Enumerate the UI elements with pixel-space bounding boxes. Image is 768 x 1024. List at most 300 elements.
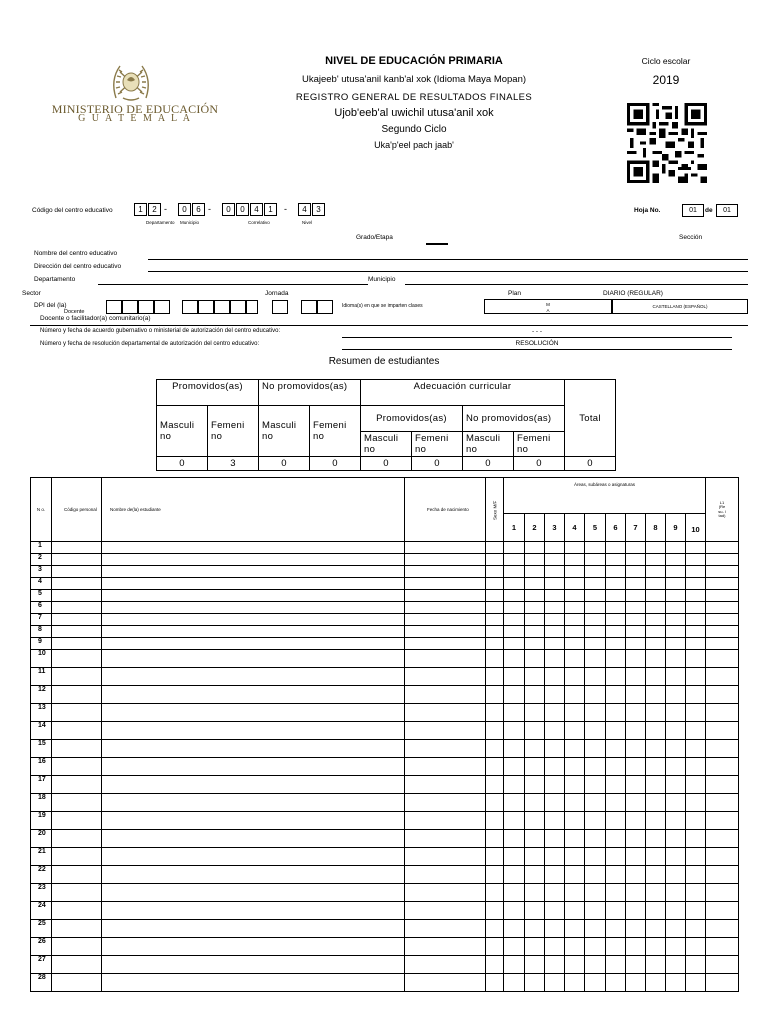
- grid-cell[interactable]: [486, 668, 504, 686]
- grid-cell[interactable]: [626, 686, 646, 704]
- grid-cell[interactable]: [646, 686, 666, 704]
- grid-cell[interactable]: [545, 578, 565, 590]
- dpi-box[interactable]: [122, 300, 138, 314]
- grid-cell[interactable]: [486, 626, 504, 638]
- grid-cell[interactable]: [646, 848, 666, 866]
- grid-cell[interactable]: [102, 602, 405, 614]
- grid-cell[interactable]: [706, 938, 739, 956]
- grid-cell[interactable]: [52, 650, 102, 668]
- grid-cell[interactable]: [646, 578, 666, 590]
- grid-cell[interactable]: [686, 614, 706, 626]
- grid-cell[interactable]: [405, 566, 486, 578]
- grid-cell[interactable]: [606, 830, 626, 848]
- grid-cell[interactable]: [626, 830, 646, 848]
- grid-cell[interactable]: [405, 794, 486, 812]
- grid-cell[interactable]: [606, 578, 626, 590]
- grid-cell[interactable]: [565, 938, 585, 956]
- grid-cell[interactable]: [666, 542, 686, 554]
- grid-cell[interactable]: [585, 866, 606, 884]
- grid-cell[interactable]: [606, 848, 626, 866]
- grid-cell[interactable]: [666, 638, 686, 650]
- grid-cell[interactable]: [706, 758, 739, 776]
- grid-cell[interactable]: [405, 668, 486, 686]
- grid-cell[interactable]: [102, 638, 405, 650]
- grid-cell[interactable]: [565, 578, 585, 590]
- grid-cell[interactable]: [525, 776, 545, 794]
- grid-cell[interactable]: [626, 884, 646, 902]
- grid-cell[interactable]: [585, 650, 606, 668]
- grid-cell[interactable]: [405, 866, 486, 884]
- grid-cell[interactable]: [102, 650, 405, 668]
- grid-cell[interactable]: [565, 902, 585, 920]
- grid-cell[interactable]: [686, 578, 706, 590]
- grid-cell[interactable]: [102, 920, 405, 938]
- grid-cell[interactable]: [646, 866, 666, 884]
- grid-cell[interactable]: [525, 974, 545, 992]
- grid-cell[interactable]: [525, 602, 545, 614]
- grid-cell[interactable]: [606, 740, 626, 758]
- dpi-box[interactable]: [272, 300, 288, 314]
- grid-cell[interactable]: [585, 554, 606, 566]
- grid-cell[interactable]: [646, 626, 666, 638]
- grid-cell[interactable]: [102, 704, 405, 722]
- grid-cell[interactable]: [666, 740, 686, 758]
- grid-cell[interactable]: [565, 812, 585, 830]
- grid-cell[interactable]: [565, 974, 585, 992]
- grid-cell[interactable]: [646, 920, 666, 938]
- grid-cell[interactable]: [706, 668, 739, 686]
- grid-cell[interactable]: [606, 614, 626, 626]
- grid-cell[interactable]: [565, 704, 585, 722]
- grid-cell[interactable]: [666, 902, 686, 920]
- grid-cell[interactable]: [686, 704, 706, 722]
- grid-cell[interactable]: [102, 554, 405, 566]
- grid-cell[interactable]: [565, 614, 585, 626]
- grid-cell[interactable]: [666, 776, 686, 794]
- grid-cell[interactable]: [606, 938, 626, 956]
- grid-cell[interactable]: [525, 590, 545, 602]
- grid-cell[interactable]: [706, 974, 739, 992]
- dpi-box[interactable]: [230, 300, 246, 314]
- grid-cell[interactable]: [504, 866, 525, 884]
- grid-cell[interactable]: [706, 722, 739, 740]
- grid-cell[interactable]: [486, 554, 504, 566]
- grid-cell[interactable]: [565, 722, 585, 740]
- grid-cell[interactable]: [405, 650, 486, 668]
- grid-cell[interactable]: [585, 686, 606, 704]
- grid-cell[interactable]: [525, 920, 545, 938]
- grid-cell[interactable]: [626, 704, 646, 722]
- grid-cell[interactable]: [646, 776, 666, 794]
- grid-cell[interactable]: [504, 704, 525, 722]
- grid-cell[interactable]: [706, 554, 739, 566]
- grid-cell[interactable]: [102, 740, 405, 758]
- grid-cell[interactable]: [545, 554, 565, 566]
- grid-cell[interactable]: [686, 542, 706, 554]
- grid-cell[interactable]: [525, 542, 545, 554]
- grid-cell[interactable]: [686, 650, 706, 668]
- grid-cell[interactable]: [486, 920, 504, 938]
- grid-cell[interactable]: [486, 542, 504, 554]
- grid-cell[interactable]: [626, 590, 646, 602]
- grid-cell[interactable]: [504, 650, 525, 668]
- grid-cell[interactable]: [504, 794, 525, 812]
- grid-cell[interactable]: [686, 866, 706, 884]
- grid-cell[interactable]: [52, 638, 102, 650]
- grid-cell[interactable]: [52, 668, 102, 686]
- grid-cell[interactable]: [646, 602, 666, 614]
- dpi-box[interactable]: [106, 300, 122, 314]
- grid-cell[interactable]: [565, 776, 585, 794]
- grid-cell[interactable]: [102, 668, 405, 686]
- grid-cell[interactable]: [504, 812, 525, 830]
- grid-cell[interactable]: [585, 884, 606, 902]
- grid-cell[interactable]: [686, 686, 706, 704]
- grid-cell[interactable]: [626, 578, 646, 590]
- grid-cell[interactable]: [52, 902, 102, 920]
- grid-cell[interactable]: [504, 638, 525, 650]
- grid-cell[interactable]: [706, 776, 739, 794]
- grid-cell[interactable]: [504, 542, 525, 554]
- grid-cell[interactable]: [525, 626, 545, 638]
- grid-cell[interactable]: [585, 938, 606, 956]
- grid-cell[interactable]: [626, 920, 646, 938]
- grid-cell[interactable]: [486, 938, 504, 956]
- grid-cell[interactable]: [646, 590, 666, 602]
- grid-cell[interactable]: [102, 722, 405, 740]
- grid-cell[interactable]: [686, 848, 706, 866]
- grid-cell[interactable]: [565, 830, 585, 848]
- grid-cell[interactable]: [525, 638, 545, 650]
- grid-cell[interactable]: [545, 626, 565, 638]
- grid-cell[interactable]: [666, 686, 686, 704]
- grid-cell[interactable]: [606, 722, 626, 740]
- grid-cell[interactable]: [405, 758, 486, 776]
- grid-cell[interactable]: [626, 626, 646, 638]
- grid-cell[interactable]: [646, 938, 666, 956]
- grid-cell[interactable]: [52, 590, 102, 602]
- grid-cell[interactable]: [486, 740, 504, 758]
- grid-cell[interactable]: [545, 794, 565, 812]
- grid-cell[interactable]: [525, 848, 545, 866]
- grid-cell[interactable]: [102, 758, 405, 776]
- grid-cell[interactable]: [646, 566, 666, 578]
- grid-cell[interactable]: [585, 776, 606, 794]
- grid-cell[interactable]: [565, 794, 585, 812]
- grid-cell[interactable]: [52, 686, 102, 704]
- grid-cell[interactable]: [52, 974, 102, 992]
- grid-cell[interactable]: [486, 884, 504, 902]
- grid-cell[interactable]: [504, 626, 525, 638]
- grid-cell[interactable]: [405, 626, 486, 638]
- grid-cell[interactable]: [706, 902, 739, 920]
- grid-cell[interactable]: [525, 902, 545, 920]
- grid-cell[interactable]: [686, 794, 706, 812]
- grid-cell[interactable]: [102, 848, 405, 866]
- grid-cell[interactable]: [52, 758, 102, 776]
- grid-cell[interactable]: [585, 740, 606, 758]
- grid-cell[interactable]: [405, 602, 486, 614]
- grid-cell[interactable]: [405, 638, 486, 650]
- grid-cell[interactable]: [626, 902, 646, 920]
- grid-cell[interactable]: [102, 590, 405, 602]
- grid-cell[interactable]: [565, 956, 585, 974]
- grid-cell[interactable]: [565, 866, 585, 884]
- grid-cell[interactable]: [686, 554, 706, 566]
- grid-cell[interactable]: [585, 542, 606, 554]
- grid-cell[interactable]: [525, 938, 545, 956]
- grid-cell[interactable]: [686, 626, 706, 638]
- grid-cell[interactable]: [565, 554, 585, 566]
- grid-cell[interactable]: [504, 956, 525, 974]
- grid-cell[interactable]: [52, 830, 102, 848]
- grid-cell[interactable]: [646, 794, 666, 812]
- grid-cell[interactable]: [405, 956, 486, 974]
- grid-cell[interactable]: [666, 566, 686, 578]
- grid-cell[interactable]: [626, 602, 646, 614]
- grid-cell[interactable]: [565, 686, 585, 704]
- grid-cell[interactable]: [52, 602, 102, 614]
- grid-cell[interactable]: [102, 902, 405, 920]
- grid-cell[interactable]: [486, 974, 504, 992]
- grid-cell[interactable]: [486, 566, 504, 578]
- grid-cell[interactable]: [405, 722, 486, 740]
- grid-cell[interactable]: [706, 740, 739, 758]
- grid-cell[interactable]: [545, 830, 565, 848]
- grid-cell[interactable]: [585, 974, 606, 992]
- grid-cell[interactable]: [525, 956, 545, 974]
- grid-cell[interactable]: [606, 686, 626, 704]
- grid-cell[interactable]: [405, 740, 486, 758]
- grid-cell[interactable]: [525, 812, 545, 830]
- grid-cell[interactable]: [646, 884, 666, 902]
- grid-cell[interactable]: [585, 956, 606, 974]
- grid-cell[interactable]: [405, 848, 486, 866]
- dpi-box[interactable]: [198, 300, 214, 314]
- grid-cell[interactable]: [405, 938, 486, 956]
- grid-cell[interactable]: [666, 848, 686, 866]
- grid-cell[interactable]: [504, 938, 525, 956]
- grid-cell[interactable]: [686, 830, 706, 848]
- grid-cell[interactable]: [585, 920, 606, 938]
- grid-cell[interactable]: [545, 776, 565, 794]
- grid-cell[interactable]: [525, 614, 545, 626]
- grid-cell[interactable]: [626, 794, 646, 812]
- grid-cell[interactable]: [545, 590, 565, 602]
- grid-cell[interactable]: [52, 938, 102, 956]
- grid-cell[interactable]: [585, 722, 606, 740]
- grid-cell[interactable]: [666, 650, 686, 668]
- grid-cell[interactable]: [545, 704, 565, 722]
- grid-cell[interactable]: [52, 626, 102, 638]
- grid-cell[interactable]: [585, 602, 606, 614]
- grid-cell[interactable]: [686, 974, 706, 992]
- grid-cell[interactable]: [525, 722, 545, 740]
- grid-cell[interactable]: [52, 722, 102, 740]
- grid-cell[interactable]: [646, 830, 666, 848]
- grid-cell[interactable]: [565, 602, 585, 614]
- grid-cell[interactable]: [504, 566, 525, 578]
- grid-cell[interactable]: [666, 956, 686, 974]
- grid-cell[interactable]: [504, 554, 525, 566]
- grid-cell[interactable]: [545, 884, 565, 902]
- grid-cell[interactable]: [486, 848, 504, 866]
- grid-cell[interactable]: [102, 626, 405, 638]
- grid-cell[interactable]: [706, 638, 739, 650]
- grid-cell[interactable]: [585, 638, 606, 650]
- grid-cell[interactable]: [52, 614, 102, 626]
- grid-cell[interactable]: [706, 812, 739, 830]
- grid-cell[interactable]: [626, 566, 646, 578]
- grid-cell[interactable]: [666, 614, 686, 626]
- grid-cell[interactable]: [646, 758, 666, 776]
- grid-cell[interactable]: [606, 602, 626, 614]
- grid-cell[interactable]: [486, 686, 504, 704]
- grid-cell[interactable]: [545, 956, 565, 974]
- grid-cell[interactable]: [626, 614, 646, 626]
- grid-cell[interactable]: [52, 812, 102, 830]
- grid-cell[interactable]: [405, 776, 486, 794]
- grid-cell[interactable]: [405, 686, 486, 704]
- grid-cell[interactable]: [52, 776, 102, 794]
- grid-cell[interactable]: [606, 776, 626, 794]
- grid-cell[interactable]: [626, 956, 646, 974]
- dpi-box[interactable]: [246, 300, 258, 314]
- grid-cell[interactable]: [686, 812, 706, 830]
- grid-cell[interactable]: [646, 554, 666, 566]
- grid-cell[interactable]: [545, 920, 565, 938]
- grid-cell[interactable]: [626, 758, 646, 776]
- grid-cell[interactable]: [706, 590, 739, 602]
- grid-cell[interactable]: [405, 974, 486, 992]
- grid-cell[interactable]: [686, 758, 706, 776]
- grid-cell[interactable]: [626, 650, 646, 668]
- grid-cell[interactable]: [486, 776, 504, 794]
- grid-cell[interactable]: [686, 740, 706, 758]
- grid-cell[interactable]: [52, 848, 102, 866]
- grid-cell[interactable]: [646, 650, 666, 668]
- grid-cell[interactable]: [666, 668, 686, 686]
- grid-cell[interactable]: [525, 554, 545, 566]
- grid-cell[interactable]: [525, 794, 545, 812]
- grid-cell[interactable]: [666, 812, 686, 830]
- grid-cell[interactable]: [585, 578, 606, 590]
- grid-cell[interactable]: [102, 566, 405, 578]
- grid-cell[interactable]: [626, 542, 646, 554]
- grid-cell[interactable]: [504, 830, 525, 848]
- grid-cell[interactable]: [666, 626, 686, 638]
- grid-cell[interactable]: [706, 602, 739, 614]
- grid-cell[interactable]: [666, 578, 686, 590]
- grid-cell[interactable]: [545, 614, 565, 626]
- grid-cell[interactable]: [525, 830, 545, 848]
- grid-cell[interactable]: [486, 650, 504, 668]
- grid-cell[interactable]: [585, 668, 606, 686]
- grid-cell[interactable]: [646, 902, 666, 920]
- grid-cell[interactable]: [486, 902, 504, 920]
- grid-cell[interactable]: [545, 722, 565, 740]
- grid-cell[interactable]: [545, 542, 565, 554]
- grid-cell[interactable]: [102, 794, 405, 812]
- grid-cell[interactable]: [646, 668, 666, 686]
- grid-cell[interactable]: [504, 668, 525, 686]
- grid-cell[interactable]: [585, 758, 606, 776]
- grid-cell[interactable]: [646, 704, 666, 722]
- grid-cell[interactable]: [52, 740, 102, 758]
- grid-cell[interactable]: [565, 566, 585, 578]
- grid-cell[interactable]: [646, 722, 666, 740]
- grid-cell[interactable]: [686, 602, 706, 614]
- grid-cell[interactable]: [405, 614, 486, 626]
- grid-cell[interactable]: [606, 974, 626, 992]
- grid-cell[interactable]: [646, 740, 666, 758]
- grid-cell[interactable]: [52, 554, 102, 566]
- grid-cell[interactable]: [585, 626, 606, 638]
- grid-cell[interactable]: [405, 902, 486, 920]
- grid-cell[interactable]: [545, 602, 565, 614]
- grid-cell[interactable]: [102, 830, 405, 848]
- grid-cell[interactable]: [606, 566, 626, 578]
- grid-cell[interactable]: [405, 812, 486, 830]
- grid-cell[interactable]: [486, 758, 504, 776]
- grid-cell[interactable]: [486, 812, 504, 830]
- grid-cell[interactable]: [545, 650, 565, 668]
- grid-cell[interactable]: [666, 920, 686, 938]
- grid-cell[interactable]: [686, 590, 706, 602]
- grid-cell[interactable]: [405, 590, 486, 602]
- grid-cell[interactable]: [585, 830, 606, 848]
- grid-cell[interactable]: [486, 602, 504, 614]
- grid-cell[interactable]: [565, 884, 585, 902]
- grid-cell[interactable]: [102, 956, 405, 974]
- dpi-box[interactable]: [214, 300, 230, 314]
- grid-cell[interactable]: [606, 956, 626, 974]
- grid-cell[interactable]: [486, 956, 504, 974]
- grid-cell[interactable]: [525, 566, 545, 578]
- grid-cell[interactable]: [565, 590, 585, 602]
- grid-cell[interactable]: [102, 614, 405, 626]
- grid-cell[interactable]: [405, 884, 486, 902]
- grid-cell[interactable]: [706, 614, 739, 626]
- grid-cell[interactable]: [706, 542, 739, 554]
- grid-cell[interactable]: [102, 884, 405, 902]
- grid-cell[interactable]: [686, 920, 706, 938]
- grid-cell[interactable]: [666, 794, 686, 812]
- grid-cell[interactable]: [666, 722, 686, 740]
- grid-cell[interactable]: [666, 866, 686, 884]
- grid-cell[interactable]: [52, 542, 102, 554]
- grid-cell[interactable]: [585, 566, 606, 578]
- grid-cell[interactable]: [585, 704, 606, 722]
- grid-cell[interactable]: [606, 866, 626, 884]
- grid-cell[interactable]: [666, 554, 686, 566]
- grid-cell[interactable]: [666, 758, 686, 776]
- grid-cell[interactable]: [565, 542, 585, 554]
- grid-cell[interactable]: [686, 956, 706, 974]
- grid-cell[interactable]: [52, 884, 102, 902]
- grid-cell[interactable]: [585, 590, 606, 602]
- grid-cell[interactable]: [525, 740, 545, 758]
- grid-cell[interactable]: [686, 902, 706, 920]
- grid-cell[interactable]: [525, 758, 545, 776]
- grid-cell[interactable]: [405, 830, 486, 848]
- grid-cell[interactable]: [405, 704, 486, 722]
- grid-cell[interactable]: [706, 686, 739, 704]
- grid-cell[interactable]: [666, 884, 686, 902]
- grid-cell[interactable]: [525, 866, 545, 884]
- grid-cell[interactable]: [606, 668, 626, 686]
- grid-cell[interactable]: [666, 602, 686, 614]
